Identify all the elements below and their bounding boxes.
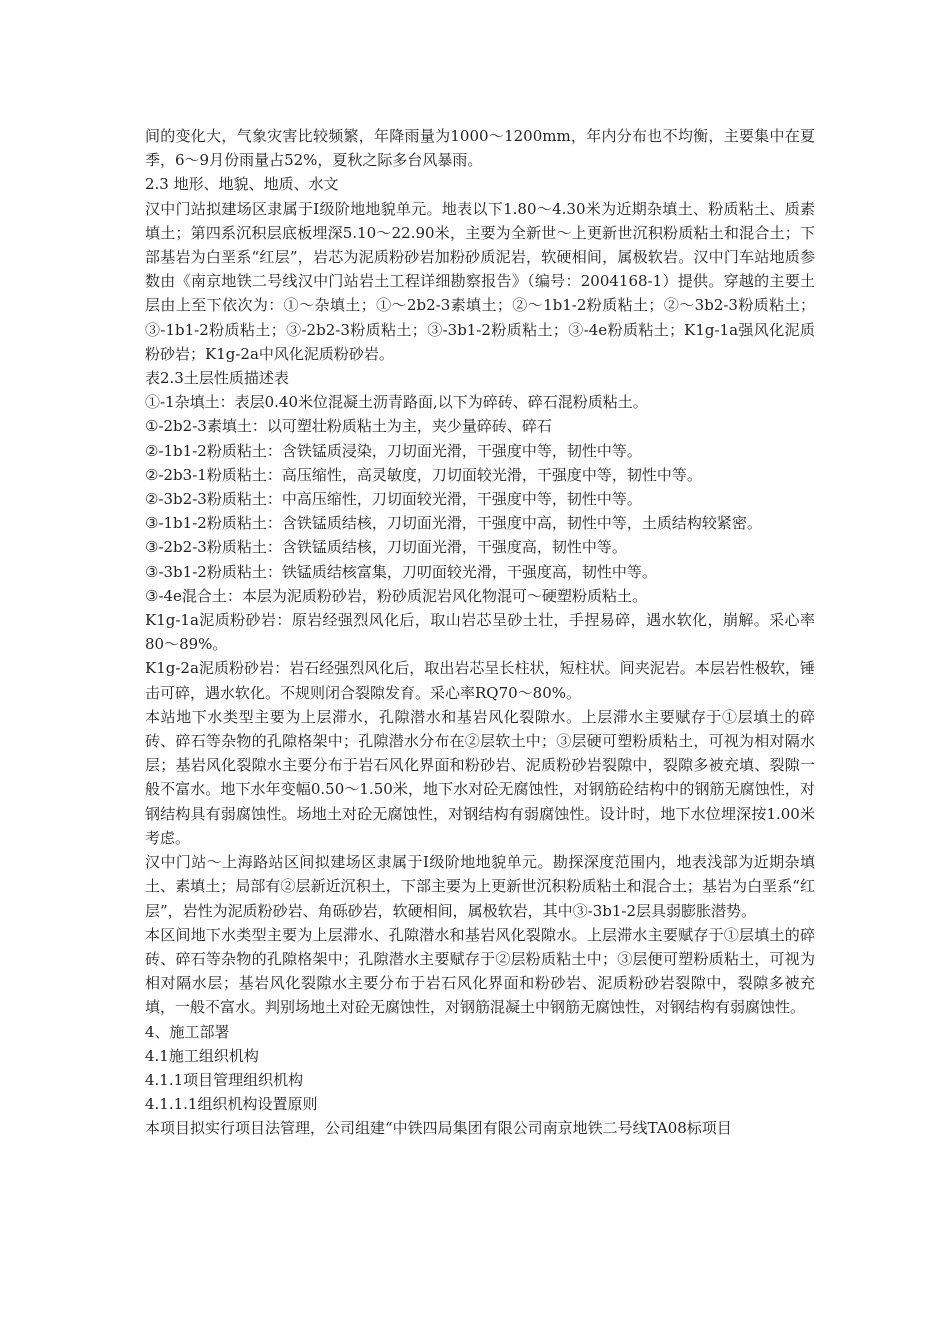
soil-layer-item: ②-2b3-1粉质粘土：高压缩性，高灵敏度，刀切面较光滑，干强度中等，韧性中等。: [145, 465, 702, 484]
soil-layer-item: ③-3b1-2粉质粘土：铁锰质结核富集，刀叨面较光滑，干强度高，韧性中等。: [145, 562, 657, 581]
paragraph-station-groundwater: 本站地下水类型主要为上层滞水，孔隙潜水和基岩风化裂隙水。上层滞水主要赋存于①层填土的碎砖、碎石等杂物的孔隙格架中；孔隙潜水分布在②层软土中；③层硬可塑粉质粘土，可视为相对隔水层；基岩风化裂隙水主要分布于岩石风化界面和粉砂岩、泥质粉砂岩裂隙中，裂隙多被充填、裂隙一般不富水。地下水年变幅0.50～1.50米，地下水对砼无腐蚀性，对钢筋砼结构中的钢筋无腐蚀性，对钢结构具有弱腐蚀性。场地土对砼无腐蚀性，对钢结构有弱腐蚀性。设计时，地下水位埋深按1.00米考虑。: [145, 707, 815, 847]
heading-4-1-1-1: 4.1.1.1组织机构设置原则: [145, 1095, 318, 1114]
paragraph-climate: 间的变化大，气象灾害比较频繁，年降雨量为1000～1200mm，年内分布也不均衡，主要集中在夏季，6～9月份雨量占52%，夏秋之际多台风暴雨。: [145, 127, 815, 170]
soil-layer-item: ②-3b2-3粉质粘土：中高压缩性，刀切面较光滑，干强度中等，韧性中等。: [145, 490, 642, 509]
heading-4-1-1: 4.1.1项目管理组织机构: [145, 1070, 304, 1089]
rock-layer-item: K1g-2a泥质粉砂岩：岩石经强烈风化后，取出岩芯呈长柱状，短柱状。间夹泥岩。本层岩性极软，锤击可碎，遇水软化。不规则闭合裂隙发育。采心率RQ70～80%。: [145, 659, 815, 702]
soil-layer-item: ①-1杂填土：表层0.40米位混凝土沥青路面,以下为碎砖、碎石混粉质粘土。: [145, 393, 648, 412]
soil-layer-item: ③-4e混合土：本层为泥质粉砂岩，粉砂质泥岩风化物混可～硬塑粉质粘土。: [145, 586, 647, 605]
table-caption: 表2.3土层性质描述表: [145, 369, 289, 388]
soil-layer-item: ②-1b1-2粉质粘土：含铁锰质浸染，刀切面光滑，干强度中等，韧性中等。: [145, 441, 642, 460]
heading-4-1: 4.1施工组织机构: [145, 1046, 259, 1065]
paragraph-section-geology: 汉中门站～上海路站区间拟建场区隶属于Ⅰ级阶地地貌单元。勘探深度范围内，地表浅部为近期杂填土、素填土；局部有②层新近沉积土，下部主要为上更新世沉积粉质粘土和混合土；基岩为白垩系“红层”，岩性为泥质粉砂岩、角砾砂岩，软硬相间，属极软岩，其中③-3b1-2层具弱膨胀潜势。: [145, 853, 815, 920]
soil-layer-item: ③-2b2-3粉质粘土：含铁锰质结核，刀切面光滑，干强度高，韧性中等。: [145, 538, 627, 557]
document-body: [145, 124, 815, 1141]
paragraph-station-geology: 汉中门站拟建场区隶属于Ⅰ级阶地地貌单元。地表以下1.80～4.30米为近期杂填土、粉质粘土、质素填土；第四系沉积层底板埋深5.10～22.90米，主要为全新世～上更新世沉积粉质粘土和混合土；下部基岩为白垩系“红层”，岩芯为泥质粉砂岩加粉砂质泥岩，软硬相间，属极软岩。汉中门车站地质参数由《南京地铁二号线汉中门站岩土工程详细勘察报告》（编号：2004168-1）提供。穿越的主要土层由上至下依次为：①～杂填土；①～2b2-3素填土；②～1b1-2粉质粘土；②～3b2-3粉质粘土；③-1b1-2粉质粘土；③-2b2-3粉质粘土；③-3b1-2粉质粘土；③-4e粉质粘土；K1g-1a强风化泥质粉砂岩；K1g-2a中风化泥质粉砂岩。: [145, 199, 815, 363]
paragraph-project-management: 本项目拟实行项目法管理，公司组建“中铁四局集团有限公司南京地铁二号线TA08标项目: [145, 1119, 732, 1138]
soil-layer-item: ③-1b1-2粉质粘土：含铁锰质结核，刀切面光滑，干强度中高，韧性中等，土质结构较紧密。: [145, 514, 762, 533]
heading-2-3: 2.3 地形、地貌、地质、水文: [145, 175, 339, 194]
soil-layer-item: ①-2b2-3素填土：以可塑壮粉质粘土为主，夹少量碎砖、碎石: [145, 417, 552, 436]
rock-layer-item: K1g-1a泥质粉砂岩：原岩经强烈风化后，取山岩芯呈砂土壮，手捏易碎，遇水软化，崩解。采心率80～89%。: [145, 611, 815, 654]
heading-4: 4、施工部署: [145, 1022, 230, 1041]
paragraph-section-groundwater: 本区间地下水类型主要为上层滞水、孔隙潜水和基岩风化裂隙水。上层滞水主要赋存于①层填土的碎砖、碎石等杂物的孔隙格架中；孔隙潜水主要赋存于②层粉质粘土中；③层便可塑粉质粘土，可视为相对隔水层；基岩风化裂隙水主要分布于岩石风化界面和粉砂岩、泥质粉砂岩裂隙中，裂隙多被充填，一般不富水。判别场地土对砼无腐蚀性，对钢筋混凝土中钢筋无腐蚀性，对钢结构有弱腐蚀性。: [145, 925, 815, 1017]
